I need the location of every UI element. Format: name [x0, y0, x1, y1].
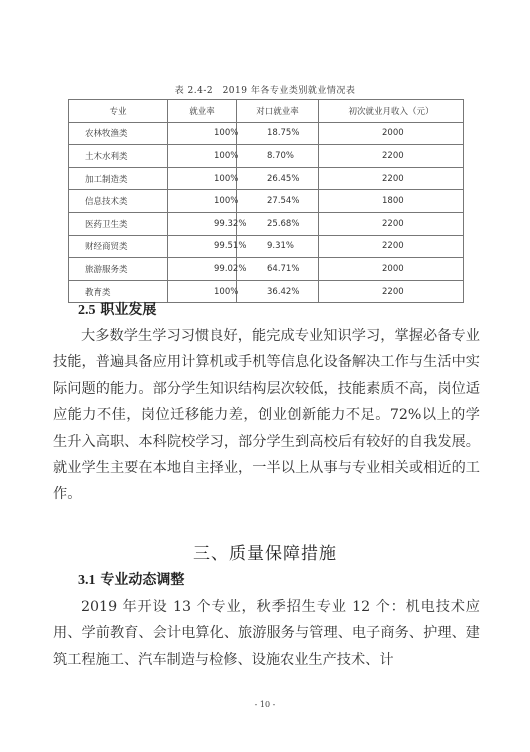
program-paragraph: 2019 年开设 13 个专业，秋季招生专业 12 个：机电技术应用、学前教育、会计电算化、旅游服务与管理、电子商务、护理、建筑工程施工、汽车制造与检修、设施农业生产技术、计: [53, 599, 480, 668]
header-major: 专业: [69, 100, 168, 123]
table-row: [69, 235, 464, 258]
employment-table: [68, 99, 464, 303]
section-number: 2.5: [78, 303, 96, 318]
cell-matched: 25.68%: [237, 212, 319, 235]
cell-major: 教育类: [69, 280, 168, 303]
cell-matched: 8.70%: [237, 145, 319, 168]
cell-major: 信息技术类: [69, 190, 168, 213]
section-number: 3.1: [78, 573, 96, 588]
table-row: [69, 258, 464, 281]
section-2-5-heading: [78, 299, 156, 319]
section-title: 职业发展: [100, 302, 157, 318]
cell-income: 2000: [319, 122, 464, 145]
header-monthly-income: 初次就业月收入（元）: [319, 100, 464, 123]
cell-matched: 27.54%: [237, 190, 319, 213]
cell-major: 农林牧渔类: [69, 122, 168, 145]
cell-rate: 99.02%: [168, 258, 237, 281]
table-row: [69, 122, 464, 145]
career-paragraph: 大多数学生学习习惯良好，能完成专业知识学习，掌握必备专业技能，普遍具备应用计算机或手机等信息化设备解决工作与生活中实际问题的能力。部分学生知识结构层次较低，技能素质不高，岗位适应能力不佳，岗位迁移能力差，创业创新能力不足。72%以上的学生升入高职、本科院校学习，部分学生到高校后有较好的自我发展。就业学生主要在本地自主择业，一半以上从事与专业相关或相近的工作。: [53, 328, 480, 503]
page-number: - 10 -: [254, 700, 276, 709]
cell-income: 2200: [319, 145, 464, 168]
cell-income: 2200: [319, 235, 464, 258]
cell-major: 医药卫生类: [69, 212, 168, 235]
cell-matched: 9.31%: [237, 235, 319, 258]
table-header-row: [69, 100, 464, 123]
cell-rate: 100%: [168, 190, 237, 213]
cell-rate: 100%: [168, 122, 237, 145]
cell-matched: 26.45%: [237, 167, 319, 190]
table-row: [69, 167, 464, 190]
cell-major: 土木水利类: [69, 145, 168, 168]
section-title: 专业动态调整: [100, 572, 185, 588]
cell-income: 2200: [319, 280, 464, 303]
cell-major: 加工制造类: [69, 167, 168, 190]
header-matched-rate: 对口就业率: [237, 100, 319, 123]
cell-rate: 99.32%: [168, 212, 237, 235]
chapter-title: 三、质量保障措施: [193, 544, 337, 564]
table-row: [69, 145, 464, 168]
cell-income: 2200: [319, 212, 464, 235]
section-3-1-heading: [78, 569, 184, 589]
cell-matched: 36.42%: [237, 280, 319, 303]
cell-income: 2200: [319, 167, 464, 190]
cell-income: 1800: [319, 190, 464, 213]
cell-income: 2000: [319, 258, 464, 281]
header-employment-rate: 就业率: [168, 100, 237, 123]
cell-major: 财经商贸类: [69, 235, 168, 258]
cell-rate: 100%: [168, 280, 237, 303]
table-row: [69, 212, 464, 235]
table-row: [69, 190, 464, 213]
cell-major: 旅游服务类: [69, 258, 168, 281]
cell-matched: 18.75%: [237, 122, 319, 145]
cell-rate: 99.51%: [168, 235, 237, 258]
cell-rate: 100%: [168, 167, 237, 190]
table-caption: 表 2.4-2 2019 年各专业类别就业情况表: [174, 86, 356, 96]
cell-matched: 64.71%: [237, 258, 319, 281]
cell-rate: 100%: [168, 145, 237, 168]
